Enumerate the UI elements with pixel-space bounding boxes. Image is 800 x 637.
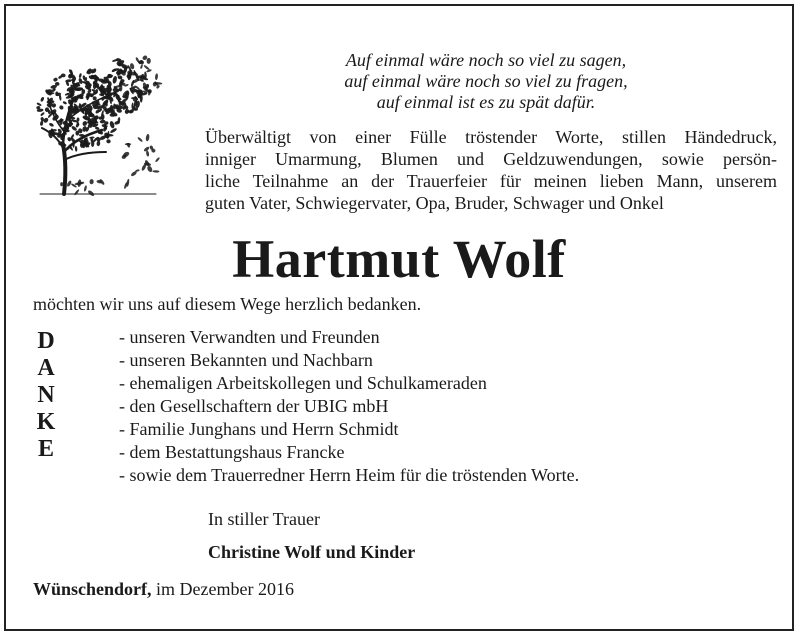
danke-letter: A <box>37 355 55 381</box>
danke-letter: D <box>37 328 55 354</box>
list-item: - ehemaligen Arbeitskollegen und Schulkameraden <box>119 373 487 393</box>
danke-vertical-word <box>33 328 59 463</box>
tree-with-blowing-leaves-icon <box>30 48 166 198</box>
verse-line: auf einmal wäre noch so viel zu fragen, <box>344 71 628 91</box>
intro-line: guten Vater, Schwiegervater, Opa, Bruder, Schwager und Onkel <box>205 193 664 213</box>
verse-line: Auf einmal wäre noch so viel zu sagen, <box>345 50 627 70</box>
intro-line: Überwältigt von einer Fülle tröstender Worte, stillen Händedruck, <box>205 127 777 147</box>
verse-line: auf einmal ist es zu spät dafür. <box>376 92 596 112</box>
list-item: - dem Bestattungshaus Francke <box>119 442 345 462</box>
memorial-verse <box>236 50 736 113</box>
place-and-date <box>33 578 294 600</box>
thanks-statement: möchten wir uns auf diesem Wege herzlich bedanken. <box>33 294 422 314</box>
obituary-thank-you-notice <box>4 4 794 631</box>
deceased-name: Hartmut Wolf <box>232 229 566 289</box>
danke-letter: N <box>37 382 55 408</box>
list-item: - sowie dem Trauerredner Herrn Heim für die tröstenden Worte. <box>119 465 580 485</box>
list-item: - unseren Verwandten und Freunden <box>119 327 380 347</box>
danke-letter: K <box>36 409 56 435</box>
intro-paragraph <box>205 126 777 214</box>
recipients-list <box>119 326 579 487</box>
list-item: - den Gesellschaftern der UBIG mbH <box>119 396 389 416</box>
place-date: im Dezember 2016 <box>156 579 294 599</box>
place-town: Wünschendorf, <box>33 579 152 599</box>
intro-line: inniger Umarmung, Blumen und Geldzuwendungen, sowie persön- <box>205 149 777 169</box>
closing-phrase: In stiller Trauer <box>208 509 320 529</box>
list-item: - Familie Junghans und Herrn Schmidt <box>119 419 399 439</box>
danke-letter: E <box>37 436 54 462</box>
signature: Christine Wolf und Kinder <box>208 542 416 562</box>
list-item: - unseren Bekannten und Nachbarn <box>119 350 373 370</box>
intro-line: liche Teilnahme an der Trauerfeier für meinen lieben Mann, unserem <box>205 171 777 191</box>
